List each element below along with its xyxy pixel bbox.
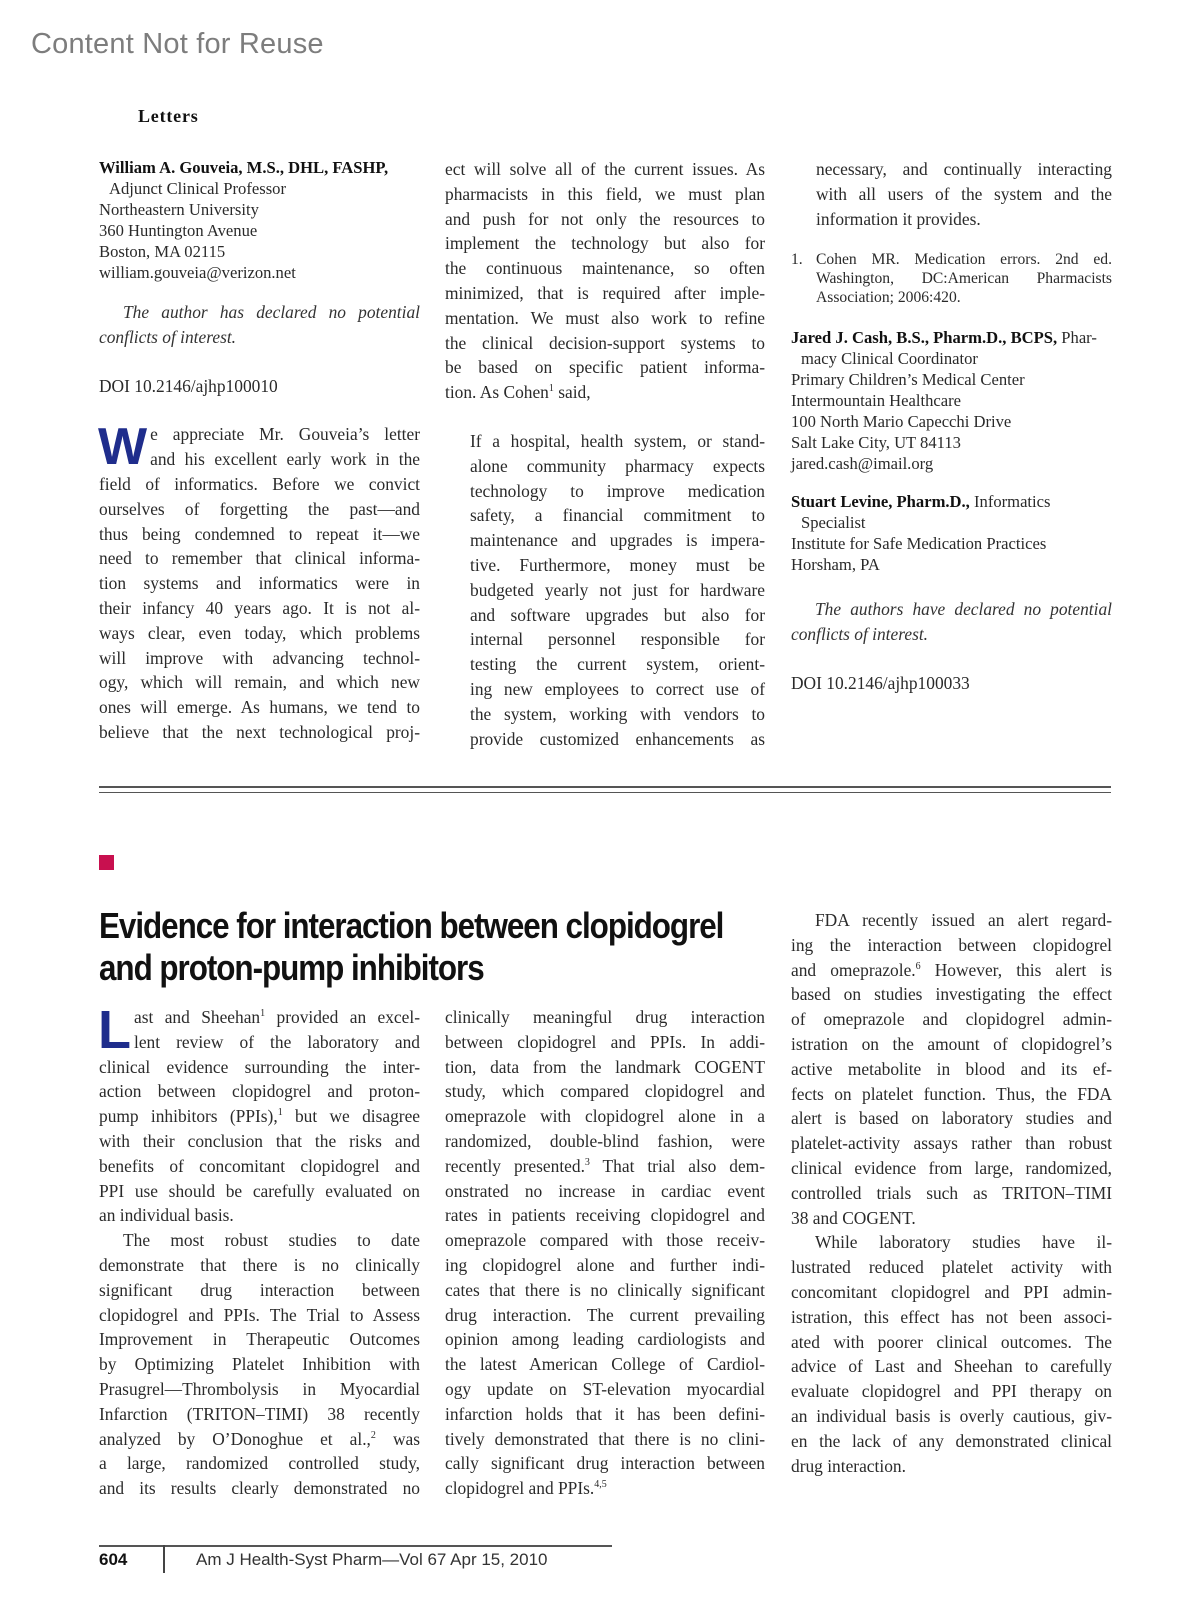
text-line: ing the interaction between clopidogrel (791, 934, 1112, 955)
citation-superscript[interactable]: 6 (915, 960, 921, 972)
text-line: opinion among leading cardiologists and (445, 1329, 765, 1350)
quote-line: safety, a financial commitment to (470, 505, 765, 526)
section-divider-bottom (99, 792, 1111, 793)
citation-superscript[interactable]: 2 (370, 1429, 376, 1441)
reply-col3-text (791, 157, 1112, 231)
footer-rule (99, 1545, 612, 1547)
journal-citation: Am J Health-Syst Pharm—Vol 67 Apr 15, 2010 (196, 1550, 548, 1569)
article-column-3 (791, 908, 1112, 1478)
text-line: ast and Sheehan$^1$ provided an excel- (134, 1007, 420, 1027)
text-line: of omeprazole and clopidogrel admin- (791, 1009, 1112, 1030)
text-line: pharmacists in this field, we must plan (445, 183, 765, 204)
text-line: 38 and COGENT. (791, 1207, 916, 1228)
text-line: between clopidogrel and PPIs. In addi- (445, 1031, 765, 1052)
text-line: clinical evidence from large, randomized, (791, 1157, 1112, 1178)
text-line: Prasugrel—Thrombolysis in Myocardial (99, 1378, 420, 1399)
text-line: active metabolite in blood and its ef- (791, 1058, 1112, 1079)
text-line: lent review of the laboratory and (134, 1031, 420, 1052)
text-line: cally significant drug interaction between (445, 1453, 765, 1474)
text-line: by Optimizing Platelet Inhibition with (99, 1354, 420, 1375)
letter-column-2 (445, 157, 765, 751)
reply-dropcap: W (98, 418, 148, 477)
text-line: concomitant clopidogrel and PPI admin- (791, 1281, 1112, 1302)
text-line: be based on specific patient informa- (445, 357, 765, 378)
citation-superscript[interactable]: 1 (277, 1107, 283, 1119)
article-marker-square (99, 855, 114, 870)
article-column-1 (98, 1000, 421, 1501)
text-line: implement the technology but also for (445, 233, 765, 254)
reply-blockquote (470, 429, 765, 751)
text-line: Improvement in Therapeutic Outcomes (99, 1329, 420, 1350)
letter-column-1 (99, 157, 420, 745)
text-line: need to remember that clinical informa- (99, 548, 420, 569)
reply-col2-last: tion. As Cohen$^1$ said, (445, 382, 591, 403)
text-line: will improve with advancing technol- (99, 647, 420, 668)
text-line: PPI use should be carefully evaluated on (99, 1180, 420, 1201)
quote-line: testing the current system, orient- (470, 654, 765, 675)
text-line: lustrated reduced platelet activity with (791, 1257, 1112, 1278)
text-line: tion systems and informatics were in (99, 573, 420, 594)
text-line: analyzed by O’Donoghue et al.,$^2$ was (99, 1428, 420, 1449)
reference-1: 1. Cohen MR. Medication errors. 2nd ed. Washington, DC:American Pharmacists Association; 2006:420. (791, 251, 1112, 306)
text-line: clinical evidence surrounding the inter- (99, 1056, 420, 1077)
text-line: significant drug interaction between (99, 1279, 420, 1300)
letter-column-3 (791, 157, 1112, 696)
section-label: Letters (138, 106, 199, 126)
text-line: e appreciate Mr. Gouveia’s letter (150, 424, 420, 445)
text-line: advice of Last and Sheehan to carefully (791, 1356, 1112, 1377)
text-line: and push for not only the resources to (445, 208, 765, 229)
text-line: and its results clearly demonstrated no (99, 1478, 420, 1499)
text-line: controlled trials such as TRITON–TIMI (791, 1182, 1112, 1203)
quote-line: internal personnel responsible for (470, 629, 765, 650)
quote-line: If a hospital, health system, or stand- (470, 430, 765, 451)
text-line: evaluate clopidogrel and PPI therapy on (791, 1381, 1112, 1402)
reply-author2-block: Stuart Levine, Pharm.D., Informatics Specialist Institute for Safe Medication Practices Horsham, PA (791, 492, 1051, 575)
letter1-conflict: The author has declared no potential conflicts of interest. (99, 302, 420, 347)
text-line: thus being condemned to repeat it—we (99, 523, 420, 544)
text-line: Infarction (TRITON–TIMI) 38 recently (99, 1403, 420, 1424)
letter1-address: 360 Huntington Avenue (99, 221, 258, 240)
reply-author1-email[interactable]: jared.cash@imail.org (791, 454, 934, 474)
quote-line: technology to improve medication (470, 480, 765, 501)
letter1-author-title: Adjunct Clinical Professor (109, 179, 286, 198)
text-line: based on studies investigating the effect (791, 984, 1112, 1005)
letter1-affiliation: Northeastern University (99, 200, 259, 219)
text-line: an individual basis. (99, 1205, 234, 1226)
text-line: onstrated no increase in cardiac event (445, 1180, 765, 1201)
text-line: study, which compared clopidogrel and (445, 1081, 765, 1102)
text-line: clopidogrel and PPIs.$^{4,5}$ (445, 1478, 607, 1499)
citation-1[interactable]: 1 (548, 383, 554, 395)
text-line: action between clopidogrel and proton- (99, 1081, 420, 1102)
quote-line: ing new employees to correct use of (470, 678, 765, 699)
text-line: the clinical decision-support systems to (445, 332, 765, 353)
text-line: drug interaction. The current prevailing (445, 1304, 765, 1325)
text-line: tively demonstrated that there is no clini- (445, 1428, 765, 1449)
text-line: information it provides. (816, 208, 981, 229)
citation-superscript[interactable]: 3 (584, 1156, 590, 1168)
text-line: an individual basis is overly cautious, giv- (791, 1405, 1112, 1426)
text-line: pump inhibitors (PPIs),$^1$ but we disagree (99, 1106, 421, 1127)
text-line: omeprazole compared with those receiv- (445, 1230, 765, 1251)
reply-doi[interactable]: DOI 10.2146/ajhp100033 (791, 672, 970, 693)
text-line: ogy, which will remain, and which new (99, 672, 420, 693)
text-line: ogy update on ST-elevation myocardial (445, 1378, 765, 1399)
article-column-2 (445, 1005, 765, 1501)
text-line: benefits of concomitant clopidogrel and (99, 1155, 420, 1176)
reply-body-col1 (98, 418, 420, 744)
text-line: cates that there is no clinically significant (445, 1279, 765, 1300)
text-line: field of informatics. Before we convict (99, 473, 420, 494)
citation-superscript[interactable]: 4,5 (594, 1479, 607, 1491)
text-line: ourselves of forgetting the past—and (99, 498, 420, 519)
watermark: Content Not for Reuse (31, 28, 324, 60)
text-line: with their conclusion that the risks and (99, 1130, 420, 1151)
text-line: necessary, and continually interacting (816, 159, 1112, 179)
article-dropcap: L (98, 1000, 131, 1060)
citation-superscript[interactable]: 1 (260, 1008, 266, 1019)
footer-separator (163, 1545, 165, 1573)
quote-line: provide customized enhancements as (470, 728, 765, 749)
text-line: minimized, that is required after imple- (445, 282, 765, 303)
text-line: mentation. We must also work to refine (445, 307, 765, 328)
text-line: ect will solve all of the current issues. As (445, 159, 765, 179)
letter1-doi[interactable]: DOI 10.2146/ajhp100010 (99, 375, 278, 396)
letter1-author-block (99, 157, 420, 283)
text-line: with all users of the system and the (816, 183, 1112, 204)
text-line: omeprazole with clopidogrel alone in a (445, 1106, 765, 1127)
text-line: a large, randomized controlled study, (99, 1453, 420, 1474)
text-line: and his excellent early work in the (150, 449, 420, 470)
text-line: fects on platelet function. Thus, the FDA (791, 1083, 1112, 1104)
text-line: ing clopidogrel alone and further indi- (445, 1254, 765, 1275)
reply-author1-name: Jared J. Cash, B.S., Pharm.D., BCPS, (791, 328, 1058, 348)
text-line: istration, this effect has not been associ- (791, 1306, 1112, 1327)
text-line: ones will emerge. As humans, we tend to (99, 697, 420, 718)
text-line: randomized, double-blind fashion, were (445, 1130, 765, 1151)
letter1-email[interactable]: william.gouveia@verizon.net (99, 263, 296, 282)
text-line: platelet-activity assays rather than robust (791, 1133, 1112, 1154)
text-line: ated with poorer clinical outcomes. The (791, 1331, 1112, 1352)
text-line: and omeprazole.$^6$ However, this alert is (791, 959, 1112, 980)
quote-line: the system, working with vendors to (470, 703, 765, 724)
text-line: rates in patients receiving clopidogrel and (445, 1205, 765, 1226)
reference-number: 1. (791, 251, 803, 269)
text-line: While laboratory studies have il- (815, 1232, 1112, 1253)
text-line: istration on the amount of clopidogrel’s (791, 1033, 1112, 1054)
page-number: 604 (99, 1550, 128, 1569)
quote-line: alone community pharmacy expects (470, 455, 765, 476)
reply-author1-block: Jared J. Cash, B.S., Pharm.D., BCPS, Phar- macy Clinical Coordinator Primary Children’s Medical Center Intermountain Healthcare 100 North Mario Capecchi Drive Salt Lake City, UT 84113 jared.cash@imail.org (791, 327, 1112, 474)
text-line: tion, data from the landmark COGENT (445, 1056, 765, 1077)
section-divider-top (99, 786, 1111, 788)
text-line: recently presented.$^3$ That trial also dem- (445, 1155, 765, 1176)
text-line: the latest American College of Cardiol- (445, 1354, 765, 1375)
text-line: drug interaction. (791, 1455, 906, 1476)
letter1-city: Boston, MA 02115 (99, 242, 226, 261)
text-line: believe that the next technological proj- (99, 721, 420, 742)
article-title: Evidence for interaction between clopidogrel and proton-pump inhibitors (99, 905, 724, 988)
text-line: clinically meaningful drug interaction (445, 1007, 765, 1027)
text-line: en the lack of any demonstrated clinical (791, 1430, 1112, 1451)
text-line: their infancy 40 years ago. It is not al- (99, 597, 420, 618)
text-line: clopidogrel and PPIs. The Trial to Assess (99, 1304, 420, 1325)
quote-line: maintenance and upgrades is impera- (470, 530, 765, 551)
text-line: FDA recently issued an alert regard- (815, 910, 1112, 930)
text-line: alert is based on laboratory studies and (791, 1108, 1112, 1129)
quote-line: budgeted yearly not just for hardware (470, 579, 765, 600)
text-line: The most robust studies to date (123, 1230, 420, 1251)
reply-conflict: The authors have declared no potential conflicts of interest. (791, 599, 1112, 644)
text-line: infarction holds that it has been defini- (445, 1403, 765, 1424)
quote-line: and software upgrades but also for (470, 604, 765, 625)
text-line: ways clear, even today, which problems (99, 622, 420, 643)
text-line: the continuous maintenance, so often (445, 258, 765, 279)
quote-line: tive. Furthermore, money must be (470, 554, 765, 575)
reply-author2-name: Stuart Levine, Pharm.D., (791, 492, 970, 512)
text-line: demonstrate that there is no clinically (99, 1254, 420, 1275)
letter1-author-name: William A. Gouveia, M.S., DHL, FASHP, (99, 158, 389, 177)
